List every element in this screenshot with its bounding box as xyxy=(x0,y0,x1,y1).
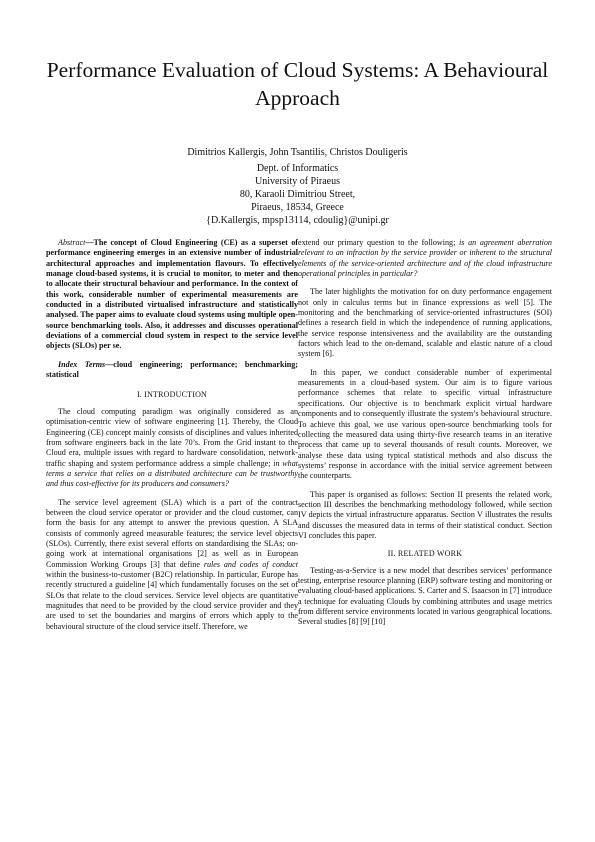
section-heading-introduction: I. INTRODUCTION xyxy=(136,390,208,400)
paragraph-italic: in what terms a service that relies on a distributed architecture can be trustworthy and thus cost-effective for its producers and consumers? xyxy=(46,458,298,489)
paragraph-italic: is an agreement aberration relevant to an infraction by the service provider or inherent to the structural elements of the service-oriented architecture and of the cloud infrastructure operational principles in particular? xyxy=(298,238,552,279)
paragraph xyxy=(46,407,298,490)
abstract xyxy=(46,238,298,352)
index-terms xyxy=(46,360,298,381)
paragraph-italic: rules and codes of conduct xyxy=(203,559,298,569)
index-terms-lead: Index Terms xyxy=(58,359,106,369)
affiliation-line: Piraeus, 18534, Greece xyxy=(251,202,344,213)
section-heading-related-work: II. RELATED WORK xyxy=(387,549,463,559)
index-terms-text: —cloud engineering; performance; benchmarking; statistical xyxy=(46,359,298,380)
affiliation-line: 80, Karaoli Dimitriou Street, xyxy=(239,189,356,200)
author-names: Dimitrios Kallergis, John Tsantilis, Christos Douligeris xyxy=(187,147,408,158)
author-block xyxy=(0,146,595,227)
author-emails: {D.Kallergis, mpsp13114, cdoulig}@unipi.gr xyxy=(206,215,389,226)
right-column xyxy=(298,238,552,636)
affiliation-line: Dept. of Informatics xyxy=(256,163,339,174)
paragraph-text: extend our primary question to the following; xyxy=(298,238,459,247)
paragraph-text: The cloud computing paradigm was originally considered as an optimisation-centric view of software engineering [1]. Thereby, the Cloud Engineering (CE) concept mainly consists of disciplines and values inherited from software engineers back in the late 70’s. From the Grid instant to the Cloud era, multiple issues with regard to hardware consolidation, network-traffic shaping and system performance address a simple challenge; xyxy=(46,406,298,468)
left-column xyxy=(46,238,298,640)
paragraph xyxy=(298,238,552,279)
paragraph: This paper is organised as follows: Section II presents the related work, section III describes the benchmarking methodology followed, while section IV depicts the virtual infrastructure apparatus. Section V illustrates the results and discusses the measured data in terms of their statistical conduct. Section VI concludes this paper. xyxy=(298,489,552,540)
paragraph: In this paper, we conduct considerable number of experimental measurements in a cloud-based system. Our aim is to figure various performance schemes that relate to specific virtual infrastructure specifications. Our objective is to benchmark explicit virtual hardware components and to consequently illustrate the system’s behavioural structure. To achieve this goal, we use various open-source benchmarking tools for collecting the measured data using thirty-five research teams in an iterative process that came up to several thousands of result counts. Moreover, we analyse these data using typical statistical methods and also discuss the systems’ response in accordance with the initial service agreement between the counterparts. xyxy=(298,367,552,481)
paper-title: Performance Evaluation of Cloud Systems: A Behavioural Approach xyxy=(46,58,549,110)
abstract-lead: Abstract xyxy=(58,238,86,247)
paragraph: The later highlights the motivation for on duty performance engagement not only in calculus terms but in finance expressions as well [5]. The monitoring and the benchmarking of service-oriented infrastructures (SOI) defines a research field in which the independence of running applications, the service response intensiveness and the availability are the outstanding factors which lead to the on-demand, scalable and elastic nature of a cloud system [6]. xyxy=(298,287,552,359)
paragraph: Testing-as-a-Service is a new model that describes services’ performance testing, enterprise resource planning (ERP) software testing and monitoring or evaluating cloud-based applications. S. Carter and S. Isaacson in [7] introduce a technique for evaluating Clouds by combining attributes and usage metrics from different service environments located in various geographical locations. Several studies [8] [9] [10] xyxy=(298,565,552,627)
affiliation-line: University of Piraeus xyxy=(255,176,340,187)
paragraph-text: The service level agreement (SLA) which is a part of the contract between the cloud service operator or provider and the cloud customer, can form the basis for any attempt to answer the previous question. A SLA consists of commonly agreed measurable features; the service level objects (SLOs). Currently, there exist several efforts on standardising the SLAs; on-going work at international organisations [2] as well as in European Commission Working Groups [3] that define xyxy=(46,497,298,569)
paragraph xyxy=(46,498,298,632)
paragraph-text: within the business-to-customer (B2C) relationship. In particular, Europe has recently structured a guideline [4] which fundamentally focuses on the set of SLOs that relate to the cloud services. Service level objects are quantitative magnitudes that need to be provided by the cloud service provider and they are used to set the boundaries and margins of errors which apply to the behavioural structure of the cloud service itself. Therefore, we xyxy=(46,569,298,631)
abstract-text: —The concept of Cloud Engineering (CE) as a superset of performance engineering emerges in an extensive number of industrial architectural approaches and implementation flavours. To effectively manage cloud-based systems, it is crucial to monitor, to meter and then to allocate their structural behaviour and performance. In the context of this work, considerable number of experimental measurements are conducted in a distributed virtualised infrastructure and statistically analysed. The paper aims to evaluate cloud systems using multiple open-source benchmarking tools. Also, it addresses and discusses operational deviations of a commercial cloud system in respect to the service level objects (SLOs) per se. xyxy=(46,238,298,351)
